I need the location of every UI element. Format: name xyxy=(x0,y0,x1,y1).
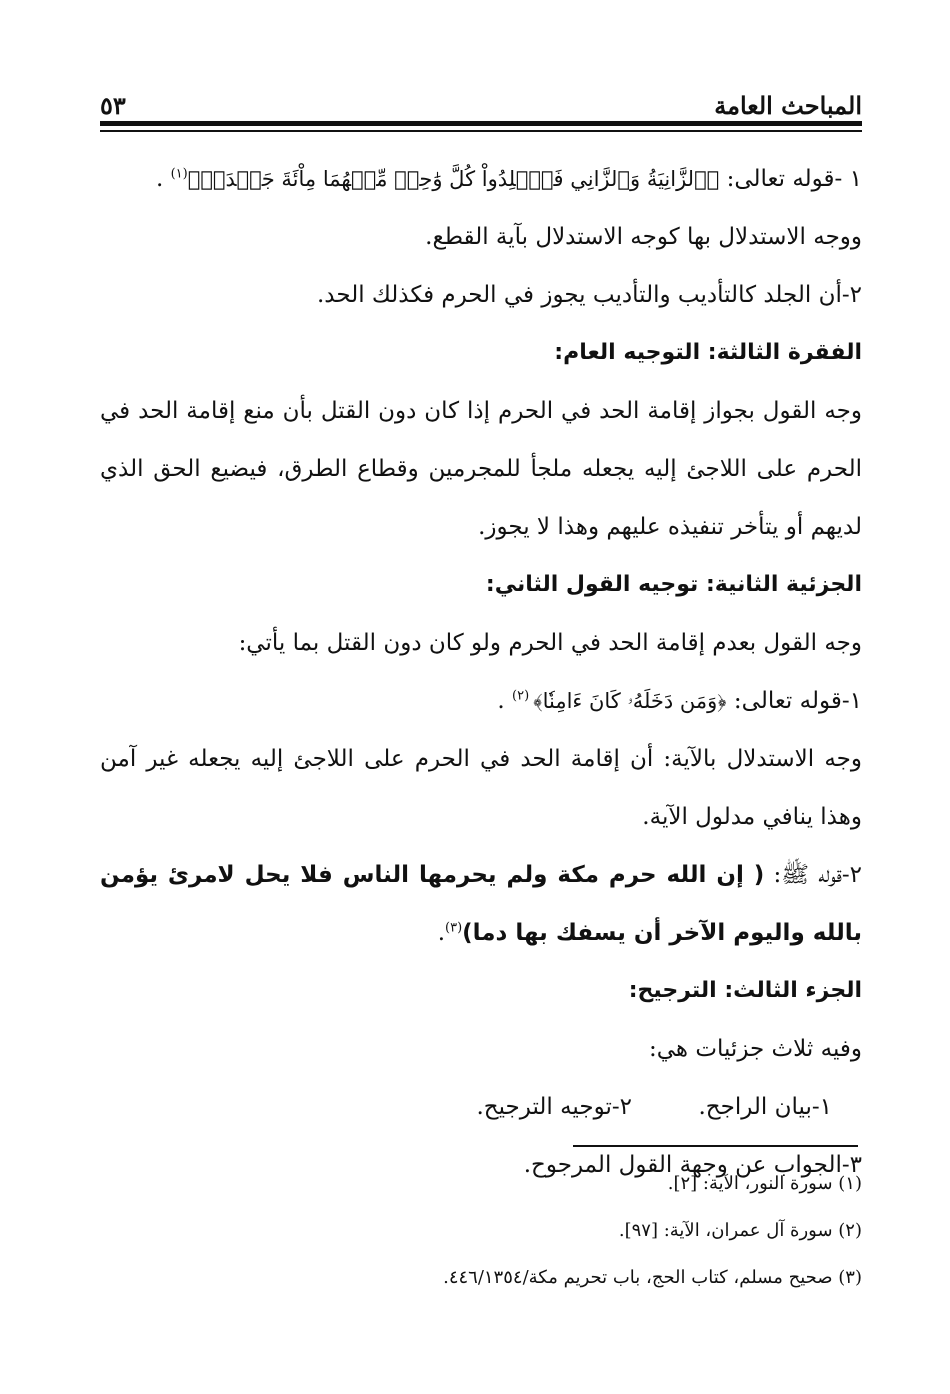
footnote: (٢) سورة آل عمران، الآية: [٩٧]. xyxy=(618,1220,862,1241)
main-text xyxy=(100,150,862,1194)
text-line: وفيه ثلاث جزئيات هي: xyxy=(648,1036,862,1062)
footnotes xyxy=(100,1160,862,1301)
footnote-separator xyxy=(573,1145,858,1147)
text-line: وجه القول بعدم إقامة الحد في الحرم ولو كان دون القتل بما يأتي: xyxy=(238,630,862,656)
line-end: . xyxy=(155,166,171,192)
quran-verse: ﴿ٱلزَّانِيَةُ وَٱلزَّانِي فَٱجۡلِدُواْ كُلَّ وَٰحِدٖ مِّنۡهُمَا مِاْئَةَ جَلۡدَةٖ﴾ xyxy=(187,167,720,191)
header-rule-thick xyxy=(100,121,862,126)
hadith-text: ( إن الله حرم مكة ولم يحرمها الناس فلا يحل لامرئ يؤمن بالله واليوم الآخر أن يسفك بها دما) xyxy=(100,862,862,946)
line-prefix: ٢-قوله ﷺ: xyxy=(764,862,862,888)
line-end: . xyxy=(437,920,446,946)
footnote-ref[interactable]: (١) xyxy=(170,166,188,182)
text-line: ووجه الاستدلال بها كوجه الاستدلال بآية القطع. xyxy=(425,224,862,250)
list-row xyxy=(100,1078,862,1136)
text-line: ٢-أن الجلد كالتأديب والتأديب يجوز في الحرم فكذلك الحد. xyxy=(316,282,862,308)
header-title: المباحث العامة xyxy=(714,91,862,120)
running-header xyxy=(100,80,862,120)
line-prefix: ١-قوله تعالى: xyxy=(726,688,862,714)
list-item: ٣-الجواب عن وجهة القول المرجوح. xyxy=(523,1152,862,1178)
line-prefix: ١ -قوله تعالى: xyxy=(719,166,862,192)
paragraph: وجه الاستدلال بالآية: أن إقامة الحد في الحرم على اللاجئ إليه يجعله غير آمن وهذا ينافي مدلول الآية. xyxy=(100,746,862,830)
list-item: ١-بيان الراجح. xyxy=(698,1094,832,1120)
line-end: . xyxy=(497,688,512,714)
section-heading: الجزء الثالث: الترجيح: xyxy=(628,978,862,1003)
page-number: ٥٣ xyxy=(100,91,126,120)
text-line xyxy=(100,150,862,208)
paragraph: وجه القول بجواز إقامة الحد في الحرم إذا كان دون القتل بأن منع إقامة الحد في الحرم على اللاجئ إليه يجعله ملجأ للمجرمين وقطاع الطرق، فيضيع الحق الذي لديهم أو يتأخر تنفيذه عليهم وهذا لا يجوز. xyxy=(100,398,862,540)
footnote-ref[interactable]: (٢) xyxy=(512,688,534,704)
paragraph xyxy=(100,846,862,962)
section-heading: الجزئية الثانية: توجيه القول الثاني: xyxy=(485,572,862,597)
list-item: ٢-توجيه الترجيح. xyxy=(476,1094,632,1120)
footnote: (١) سورة النور، الآية: [٢]. xyxy=(667,1173,862,1194)
footnote: (٣) صحيح مسلم، كتاب الحج، باب تحريم مكة/٤٤٦/١٣٥٤. xyxy=(443,1267,862,1288)
header-rule-thin xyxy=(100,130,862,132)
quran-verse: ﴿وَمَن دَخَلَهُۥ كَانَ ءَامِنٗا﴾ xyxy=(533,689,727,713)
section-heading: الفقرة الثالثة: التوجيه العام: xyxy=(554,340,862,365)
footnote-ref[interactable]: (٣) xyxy=(445,920,463,936)
text-line xyxy=(100,672,862,730)
